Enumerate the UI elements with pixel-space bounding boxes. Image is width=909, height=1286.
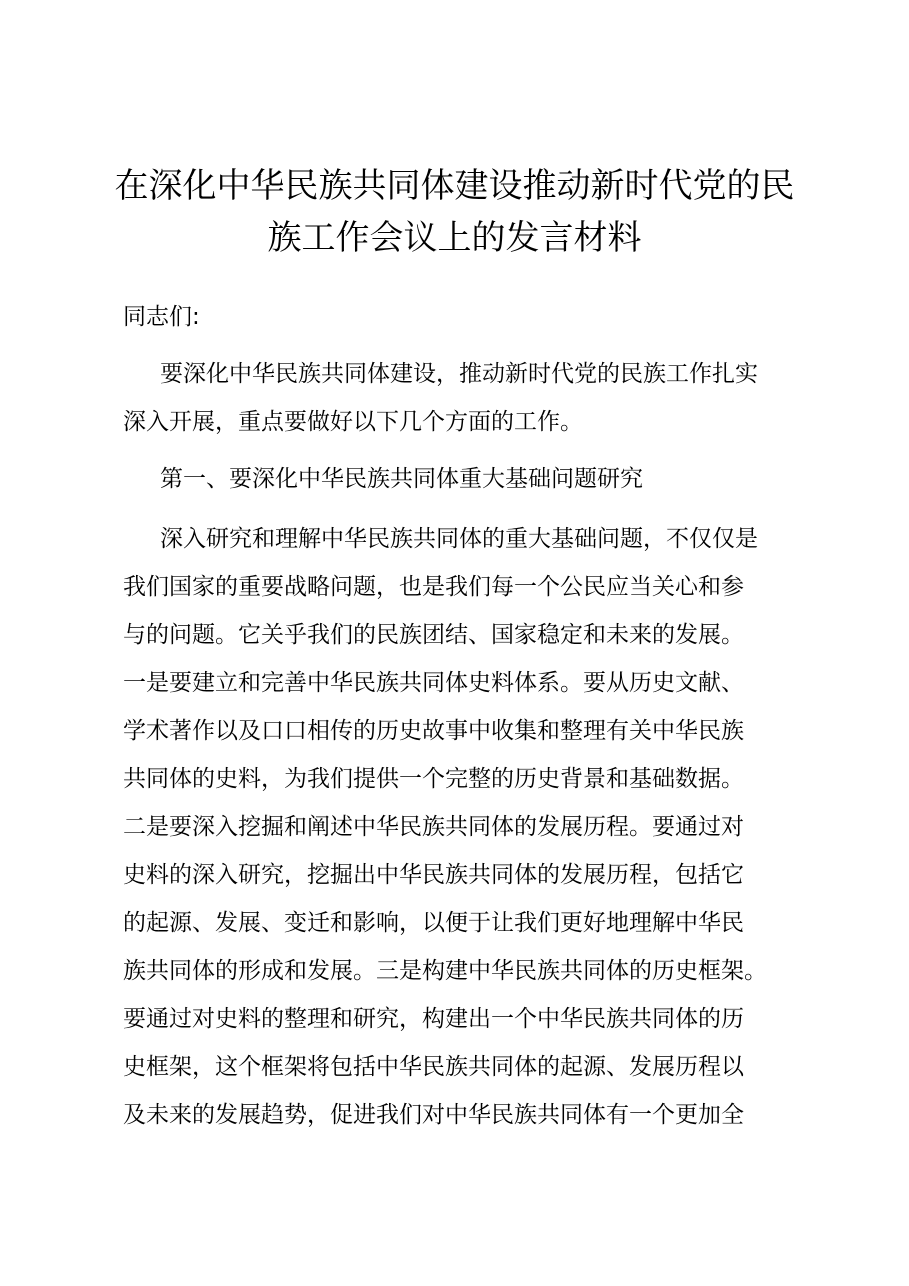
salutation-text: 同志们: — [123, 304, 200, 330]
paragraph-line: 学术著作以及口口相传的历史故事中收集和整理有关中华民族 — [123, 718, 744, 744]
paragraph-line: 史料的深入研究，挖掘出中华民族共同体的发展历程，包括它 — [123, 862, 744, 888]
salutation — [123, 293, 803, 341]
section-heading-text: 第一、要深化中华民族共同体重大基础问题研究 — [160, 466, 643, 492]
paragraph-line: 史框架，这个框架将包括中华民族共同体的起源、发展历程以 — [123, 1054, 744, 1080]
title-line: 族工作会议上的发言材料 — [267, 218, 642, 258]
paragraph-line: 深入开展，重点要做好以下几个方面的工作。 — [123, 409, 583, 435]
paragraph-line: 共同体的史料，为我们提供一个完整的历史背景和基础数据。 — [123, 766, 744, 792]
paragraph-line: 要通过对史料的整理和研究，构建出一个中华民族共同体的历 — [123, 1006, 744, 1032]
paragraph-line: 及未来的发展趋势，促进我们对中华民族共同体有一个更加全 — [123, 1102, 744, 1128]
paragraph-line: 深入研究和理解中华民族共同体的重大基础问题，不仅仅是 — [160, 526, 758, 552]
title-line: 在深化中华民族共同体建设推动新时代党的民 — [114, 166, 795, 206]
section-heading — [123, 455, 803, 503]
paragraph-line: 与的问题。它关乎我们的民族团结、国家稳定和未来的发展。 — [123, 622, 744, 648]
paragraph-line: 族共同体的形成和发展。三是构建中华民族共同体的历史框架。 — [123, 958, 767, 984]
paragraph-line: 要深化中华民族共同体建设，推动新时代党的民族工作扎实 — [160, 361, 758, 387]
paragraph-line: 的起源、发展、变迁和影响，以便于让我们更好地理解中华民 — [123, 910, 744, 936]
paragraph-body — [123, 515, 803, 1139]
document-title — [100, 160, 809, 264]
paragraph-line: 一是要建立和完善中华民族共同体史料体系。要从历史文献、 — [123, 670, 744, 696]
paragraph-line: 二是要深入挖掘和阐述中华民族共同体的发展历程。要通过对 — [123, 814, 744, 840]
paragraph-line: 我们国家的重要战略问题，也是我们每一个公民应当关心和参 — [123, 574, 744, 600]
paragraph-intro — [123, 350, 803, 446]
